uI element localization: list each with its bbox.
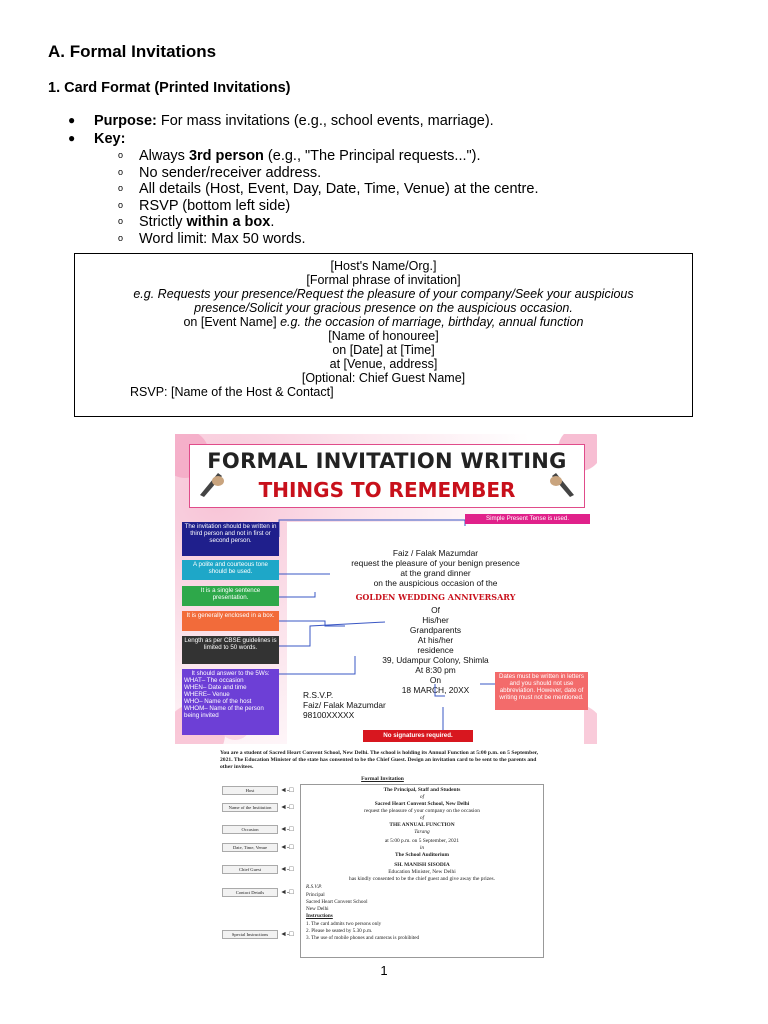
- arrow-left-icon: ◄-□: [280, 930, 294, 938]
- format-date-time: on [Date] at [Time]: [332, 343, 435, 357]
- card-line: residence: [417, 645, 454, 655]
- tag-present-tense: Simple Present Tense is used.: [465, 514, 590, 524]
- card-line-occasion: GOLDEN WEDDING ANNIVERSARY: [355, 592, 516, 602]
- sample-line: in: [419, 845, 425, 851]
- sample-venue: The School Auditorium: [395, 852, 449, 858]
- card-line: at the grand dinner: [400, 568, 471, 578]
- tag-five-ws: It should answer to the 5Ws: WHAT– The occasion WHEN– Date and time WHERE– Venue WHO– Name of the host WHOM– Name of the person being invited: [182, 669, 279, 735]
- section-title: A. Formal Invitations: [48, 42, 217, 61]
- sample-label: Occasion: [222, 825, 278, 834]
- purpose-label: Purpose:: [94, 113, 157, 129]
- tag-third-person: The invitation should be written in third person and not in first or second person.: [182, 522, 279, 556]
- sample-label: Host: [222, 786, 278, 795]
- format-example-1: e.g. Requests your presence/Request the pleasure of your company/Seek your auspicious: [133, 287, 634, 301]
- card-line: Grandparents: [409, 625, 462, 635]
- subsection-title: 1. Card Format (Printed Invitations): [48, 80, 291, 96]
- card-line: 18 MARCH, 20XX: [401, 685, 470, 695]
- bullet-dot-icon: ●: [68, 131, 76, 145]
- sample-line: has kindly consented to be the chief guest and give away the prizes.: [349, 876, 495, 882]
- sample-question: You are a student of Sacred Heart Convent School, New Delhi. The school is holding its Annual Function at 5:00 p.m. on 5 September, 2021. The Education Minister of the state has consented to be the Chief Guest. Design an invitation card to be sent to the parents and other invitees.: [220, 750, 539, 770]
- tag-no-signatures: No signatures required.: [363, 730, 473, 742]
- card-line: on the auspicious occasion of the: [373, 578, 498, 588]
- arrow-left-icon: ◄-□: [280, 888, 294, 896]
- card-line: Faiz / Falak Mazumdar: [392, 548, 479, 558]
- format-rsvp: RSVP: [Name of the Host & Contact]: [130, 385, 334, 399]
- sample-line: of: [419, 794, 425, 800]
- circle-bullet-icon: o: [118, 233, 124, 243]
- card-line: On: [429, 675, 442, 685]
- sample-line: Education Minister, New Delhi: [388, 869, 456, 875]
- format-box: [74, 253, 693, 417]
- sample-line: New Delhi: [306, 906, 329, 912]
- sample-heading: Formal Invitation: [361, 776, 404, 782]
- sample-label: Date, Time, Venue: [222, 843, 278, 852]
- card-line: request the pleasure of your benign presence: [351, 558, 520, 568]
- sample-instructions: Instructions: [306, 913, 333, 919]
- card-line: 39, Udampur Colony, Shimla: [382, 655, 489, 665]
- card-rsvp: R.S.V.P.: [303, 690, 334, 700]
- circle-bullet-icon: o: [118, 183, 124, 193]
- sample-function: THE ANNUAL FUNCTION: [389, 822, 455, 828]
- infographic-title-1: FORMAL INVITATION WRITING: [207, 449, 567, 473]
- card-line: His/her: [422, 615, 449, 625]
- bullet-dot-icon: ●: [68, 113, 76, 127]
- sample-label: Contact Details: [222, 888, 278, 897]
- circle-bullet-icon: o: [118, 167, 124, 177]
- sample-guest: SH. MANISH SISODIA: [394, 862, 450, 868]
- sample-line: Tarang: [414, 829, 430, 835]
- arrow-left-icon: ◄-□: [280, 825, 294, 833]
- sample-label: Chief Guest: [222, 865, 278, 874]
- sample-host: The Principal, Staff and Students: [383, 787, 461, 793]
- page-number: 1: [380, 963, 388, 978]
- tag-enclosed-box: It is generally enclosed in a box.: [182, 611, 279, 631]
- card-line: At his/her: [417, 635, 454, 645]
- format-venue: at [Venue, address]: [329, 357, 438, 371]
- circle-bullet-icon: o: [118, 150, 124, 160]
- infographic-title-2: THINGS TO REMEMBER: [258, 478, 516, 502]
- card-rsvp-name: Faiz/ Falak Mazumdar: [303, 700, 386, 710]
- card-rsvp-phone: 98100XXXXX: [303, 710, 355, 720]
- sample-line: Principal: [306, 892, 325, 898]
- sample-label: Special Instructions: [222, 930, 278, 939]
- sample-line: Sacred Heart Convent School: [306, 899, 368, 905]
- sample-label: Name of the Institution: [222, 803, 278, 812]
- infographic: [175, 434, 597, 744]
- key-label: Key:: [94, 131, 126, 147]
- tag-polite-tone: A polite and courteous tone should be used.: [182, 560, 279, 580]
- sample-line: 3. The use of mobile phones and cameras is prohibited: [306, 935, 420, 941]
- sample-line: of: [419, 815, 425, 821]
- arrow-left-icon: ◄-□: [280, 865, 294, 873]
- format-event: on [Event Name] e.g. the occasion of marriage, birthday, annual function: [183, 315, 584, 329]
- tag-word-length: Length as per CBSE guidelines is limited to 50 words.: [182, 636, 279, 664]
- sample-line: 2. Please be seated by 5.30 p.m.: [306, 928, 373, 934]
- arrow-left-icon: ◄-□: [280, 803, 294, 811]
- sample-question-sheet: [220, 750, 545, 960]
- format-example-2: presence/Solicit your gracious presence on the auspicious occasion.: [194, 301, 573, 315]
- card-line: At 8:30 pm: [415, 665, 456, 675]
- format-phrase: [Formal phrase of invitation]: [306, 273, 461, 287]
- sample-rsvp: R.S.V.P.: [306, 884, 322, 890]
- card-line: Of: [431, 605, 440, 615]
- format-honouree: [Name of honouree]: [328, 329, 439, 343]
- sample-line: 1. The card admits two persons only: [306, 921, 382, 927]
- tag-dates-in-letters: Dates must be written in letters and you should not use abbreviation. However, date of writing must not be mentioned.: [495, 672, 588, 710]
- sample-line: request the pleasure of your company on the occasion: [364, 808, 480, 814]
- arrow-left-icon: ◄-□: [280, 843, 294, 851]
- tag-single-sentence: It is a single sentence presentation.: [182, 586, 279, 606]
- sample-line: at 5:00 p.m. on 5 September, 2021: [384, 838, 460, 844]
- circle-bullet-icon: o: [118, 200, 124, 210]
- purpose-text: For mass invitations (e.g., school events, marriage).: [156, 113, 494, 129]
- format-chief-guest: [Optional: Chief Guest Name]: [301, 371, 466, 385]
- circle-bullet-icon: o: [118, 216, 124, 226]
- sample-school: Sacred Heart Convent School, New Delhi: [374, 801, 470, 807]
- format-host: [Host's Name/Org.]: [330, 259, 437, 273]
- arrow-left-icon: ◄-□: [280, 786, 294, 794]
